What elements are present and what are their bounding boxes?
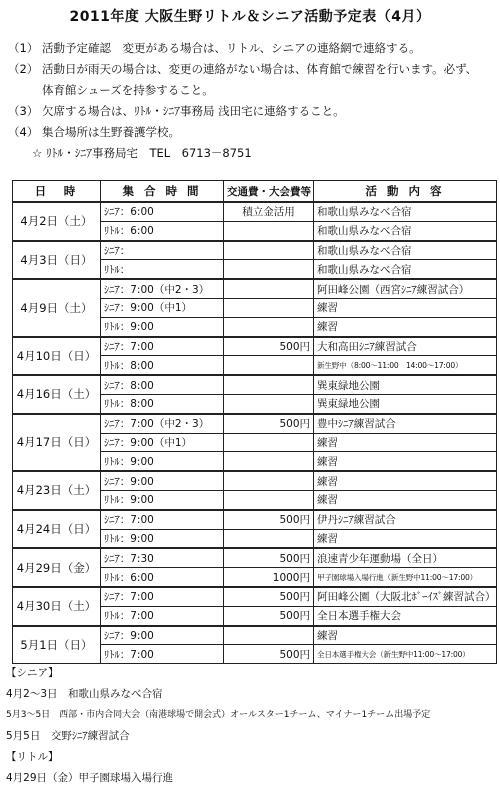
activity-cell: 練習 xyxy=(314,298,497,317)
table-row xyxy=(13,414,497,433)
note-continuation: 体育館シューズを持参すること。 xyxy=(42,83,214,97)
time-cell: ﾘﾄﾙ：8:00 xyxy=(101,356,224,375)
fee-cell: 積立金活用 xyxy=(224,202,314,221)
time-cell: ﾘﾄﾙ：8:00 xyxy=(101,394,224,413)
activity-cell: 浪速青少年運動場（全日） xyxy=(314,548,497,567)
activity-cell: 大和高田ｼﾆｱ練習試合 xyxy=(314,337,497,356)
fee-cell xyxy=(224,490,314,509)
date-cell: 4月2日（土） xyxy=(13,202,101,241)
page-title: 2011年度 大阪生野リトル＆シニア活動予定表（4月） xyxy=(69,9,431,25)
note-text: 活動予定確認 変更がある場合は、リトル、シニアの連絡網で連絡する。 xyxy=(42,41,421,55)
activity-cell: 全日本選手権大会（新生野中11:00～17:00） xyxy=(314,645,497,664)
senior-line: 5月3～5日 西部・市内合同大会（南港球場で開会式）オールスター1チーム、マイナー1チーム出場予定 xyxy=(6,710,431,720)
activity-cell: 巽東緑地公園 xyxy=(314,394,497,413)
note-text: 活動日が雨天の場合は、変更の連絡がない場合は、体育館で練習を行います。必ず、 xyxy=(42,62,478,76)
activity-cell: 巽東緑地公園 xyxy=(314,375,497,394)
date-cell: 4月30日（土） xyxy=(13,587,101,626)
time-cell: ﾘﾄﾙ：9:00 xyxy=(101,317,224,336)
date-cell: 4月3日（日） xyxy=(13,241,101,280)
time-cell: ｼﾆｱ：8:00 xyxy=(101,375,224,394)
fee-cell xyxy=(224,260,314,279)
time-cell: ｼﾆｱ：9:00（中1） xyxy=(101,433,224,452)
table-row xyxy=(13,375,497,394)
activity-cell: 甲子園球場入場行進（新生野中11:00～17:00） xyxy=(314,568,497,587)
date-cell: 4月17日（日） xyxy=(13,414,101,471)
fee-cell xyxy=(224,452,314,471)
footer-notes xyxy=(6,663,496,789)
time-cell: ｼﾆｱ：7:00 xyxy=(101,337,224,356)
activity-cell: 練習 xyxy=(314,529,497,548)
schedule-table xyxy=(12,180,497,664)
senior-line: 4月2～3日 和歌山県みなべ合宿 xyxy=(6,688,163,700)
fee-cell: 500円 xyxy=(224,510,314,529)
activity-cell: 和歌山県みなべ合宿 xyxy=(314,202,497,221)
date-cell: 4月9日（土） xyxy=(13,279,101,336)
activity-cell: 豊中ｼﾆｱ練習試合 xyxy=(314,414,497,433)
fee-cell xyxy=(224,394,314,413)
time-cell: ﾘﾄﾙ：7:00 xyxy=(101,645,224,664)
activity-cell: 練習 xyxy=(314,452,497,471)
senior-line: 5月5日 交野ｼﾆｱ練習試合 xyxy=(6,730,130,742)
notes-section xyxy=(8,38,496,164)
fee-cell xyxy=(224,241,314,260)
table-row xyxy=(13,548,497,567)
fee-cell xyxy=(224,433,314,452)
time-cell: ｼﾆｱ：7:00 xyxy=(101,510,224,529)
time-cell: ｼﾆｱ：9:00（中1） xyxy=(101,298,224,317)
fee-cell xyxy=(224,317,314,336)
time-cell: ﾘﾄﾙ：9:00 xyxy=(101,529,224,548)
time-cell: ﾘﾄﾙ： xyxy=(101,260,224,279)
little-heading: 【リトル】 xyxy=(6,751,59,763)
note-text: 欠席する場合は、ﾘﾄﾙ・ｼﾆｱ事務局 浅田宅に連絡すること。 xyxy=(42,104,345,118)
time-cell: ﾘﾄﾙ：9:00 xyxy=(101,452,224,471)
activity-cell: 和歌山県みなべ合宿 xyxy=(314,241,497,260)
time-cell: ｼﾆｱ：9:00 xyxy=(101,471,224,490)
time-cell: ﾘﾄﾙ：6:00 xyxy=(101,221,224,240)
note-number: （4） xyxy=(8,125,39,139)
activity-cell: 練習 xyxy=(314,433,497,452)
fee-cell xyxy=(224,356,314,375)
fee-cell: 500円 xyxy=(224,606,314,625)
fee-cell xyxy=(224,626,314,645)
note-item xyxy=(8,38,496,59)
time-cell: ﾘﾄﾙ：7:00 xyxy=(101,606,224,625)
fee-cell: 1000円 xyxy=(224,568,314,587)
table-row xyxy=(13,337,497,356)
note-number: （2） xyxy=(8,62,39,76)
table-row xyxy=(13,241,497,260)
fee-cell xyxy=(224,375,314,394)
activity-cell: 練習 xyxy=(314,490,497,509)
table-row xyxy=(13,471,497,490)
table-row xyxy=(13,626,497,645)
table-row xyxy=(13,510,497,529)
date-cell: 4月23日（土） xyxy=(13,471,101,510)
date-cell: 4月16日（土） xyxy=(13,375,101,414)
activity-cell: 練習 xyxy=(314,471,497,490)
table-header-row xyxy=(13,181,497,203)
activity-cell: 阿田峰公園（西宮ｼﾆｱ練習試合） xyxy=(314,279,497,298)
contact-line: ☆ ﾘﾄﾙ・ｼﾆｱ事務局宅 TEL 6713－8751 xyxy=(32,146,252,160)
date-cell: 5月1日（日） xyxy=(13,626,101,664)
activity-cell: 新生野中（8:00～11:00 14:00～17:00） xyxy=(314,356,497,375)
time-cell: ｼﾆｱ：6:00 xyxy=(101,202,224,221)
date-cell: 4月29日（金） xyxy=(13,548,101,587)
activity-cell: 全日本選手権大会 xyxy=(314,606,497,625)
time-cell: ｼﾆｱ： xyxy=(101,241,224,260)
table-row xyxy=(13,202,497,221)
activity-cell: 練習 xyxy=(314,317,497,336)
little-line: 4月29日（金）甲子園球場入場行進 xyxy=(6,772,174,784)
note-item xyxy=(8,59,496,80)
header-time: 集 合 時 間 xyxy=(101,181,224,203)
header-fee: 交通費・大会費等 xyxy=(224,181,314,203)
activity-cell: 和歌山県みなべ合宿 xyxy=(314,221,497,240)
date-cell: 4月10日（日） xyxy=(13,337,101,376)
note-number: （3） xyxy=(8,104,39,118)
fee-cell xyxy=(224,221,314,240)
fee-cell xyxy=(224,471,314,490)
activity-cell: 練習 xyxy=(314,626,497,645)
fee-cell xyxy=(224,279,314,298)
activity-cell: 阿田峰公園（大阪北ﾎﾞｰｲｽﾞ練習試合） xyxy=(314,587,497,606)
fee-cell: 500円 xyxy=(224,587,314,606)
table-row xyxy=(13,587,497,606)
time-cell: ｼﾆｱ：7:00 xyxy=(101,587,224,606)
schedule-body xyxy=(13,202,497,664)
note-item xyxy=(8,122,496,143)
senior-heading: 【シニア】 xyxy=(6,667,59,679)
fee-cell: 500円 xyxy=(224,645,314,664)
activity-cell: 和歌山県みなべ合宿 xyxy=(314,260,497,279)
time-cell: ｼﾆｱ：7:30 xyxy=(101,548,224,567)
header-date: 日 時 xyxy=(13,181,101,203)
time-cell: ﾘﾄﾙ：6:00 xyxy=(101,568,224,587)
fee-cell xyxy=(224,529,314,548)
date-cell: 4月24日（日） xyxy=(13,510,101,549)
header-activity: 活 動 内 容 xyxy=(314,181,497,203)
time-cell: ｼﾆｱ：7:00（中2・3） xyxy=(101,414,224,433)
note-number: （1） xyxy=(8,41,39,55)
time-cell: ｼﾆｱ：7:00（中2・3） xyxy=(101,279,224,298)
time-cell: ﾘﾄﾙ：9:00 xyxy=(101,490,224,509)
note-item xyxy=(8,101,496,122)
fee-cell: 500円 xyxy=(224,548,314,567)
time-cell: ｼﾆｱ：9:00 xyxy=(101,626,224,645)
activity-cell: 伊丹ｼﾆｱ練習試合 xyxy=(314,510,497,529)
fee-cell: 500円 xyxy=(224,337,314,356)
note-text: 集合場所は生野養護学校。 xyxy=(42,125,180,139)
table-row xyxy=(13,279,497,298)
fee-cell: 500円 xyxy=(224,414,314,433)
fee-cell xyxy=(224,298,314,317)
